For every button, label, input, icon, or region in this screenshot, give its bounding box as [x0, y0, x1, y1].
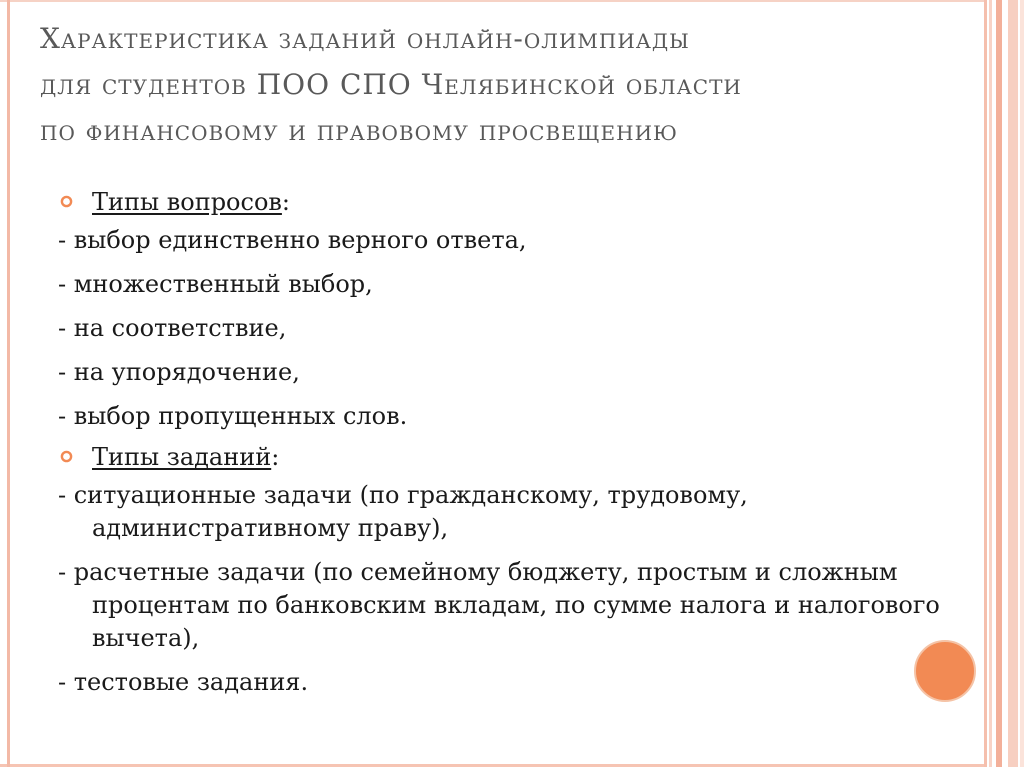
stripe [984, 0, 987, 767]
slide-title [40, 16, 980, 154]
stripe [989, 0, 992, 767]
question-type-item: - выбор единственно верного ответа, [58, 226, 527, 254]
top-border [0, 0, 984, 2]
right-decorative-stripes [984, 0, 1024, 767]
stripe [996, 0, 1002, 767]
tasks-heading-label: Типы заданий [92, 443, 272, 471]
orange-ring-icon [60, 195, 73, 208]
questions-heading-colon: : [281, 188, 290, 216]
task-type-item: - тестовые задания. [58, 668, 309, 696]
left-border-line [7, 0, 10, 767]
slide-title-line-2: для студентов ПОО СПО Челябинской области [40, 68, 742, 101]
questions-heading-label: Типы вопросов [92, 188, 282, 216]
slide-body [58, 182, 958, 699]
stripe [1020, 0, 1024, 767]
question-type-item: - множественный выбор, [58, 270, 373, 298]
slide-title-line-3: по финансовому и правовому просвещению [40, 114, 678, 147]
task-type-item: - расчетные задачи (по семейному бюджету, простым и сложным процентам по банковским вкладам, по сумме налога и налогового вычета), [58, 558, 940, 652]
question-type-item: - на упорядочение, [58, 358, 300, 386]
tasks-heading [58, 437, 958, 477]
slide-title-line-1: Характеристика заданий онлайн-олимпиады [40, 22, 690, 55]
stripe [1008, 0, 1018, 767]
task-type-item: - ситуационные задачи (по гражданскому, трудовому, административному праву), [58, 481, 748, 542]
orange-ring-icon [60, 450, 73, 463]
question-type-item: - на соответствие, [58, 314, 287, 342]
questions-heading [58, 182, 958, 222]
question-type-item: - выбор пропущенных слов. [58, 402, 408, 430]
tasks-heading-colon: : [271, 443, 280, 471]
